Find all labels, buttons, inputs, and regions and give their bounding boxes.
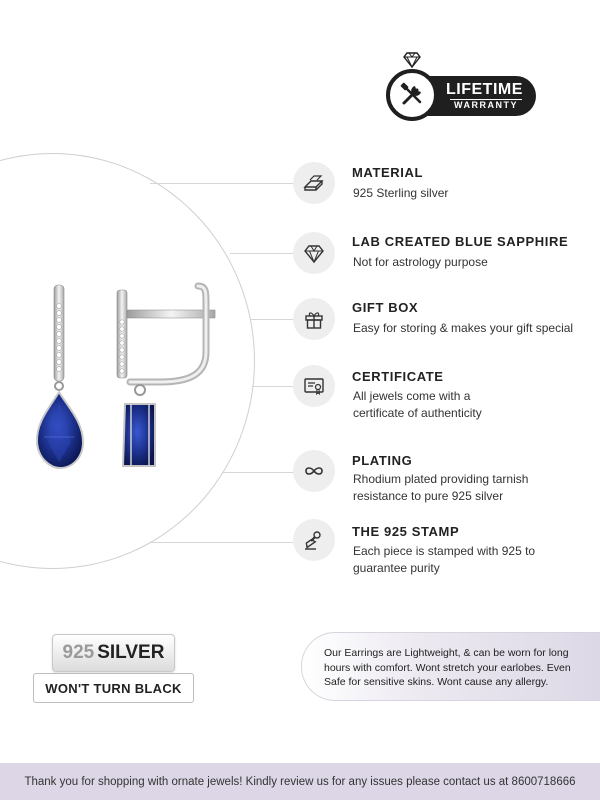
silver-number: 925	[62, 642, 95, 663]
feature-desc-stamp: Each piece is stamped with 925 to guarantee purity	[353, 544, 536, 575]
connector-line	[250, 319, 293, 320]
comfort-info-text: Our Earrings are Lightweight, & can be worn for long hours with comfort. Wont stretch your earlobes. Even Safe for sensitive skins. Wont cause any allergy.	[301, 632, 600, 701]
earrings-image	[30, 282, 230, 477]
feature-title-gift-box: GIFT BOX	[352, 300, 419, 315]
feature-desc-certificate: All jewels come with a certificate of authenticity	[353, 389, 482, 420]
feature-title-plating: PLATING	[352, 453, 413, 468]
gift-icon	[293, 298, 335, 340]
connector-line	[150, 542, 293, 543]
lifetime-warranty-badge	[386, 52, 538, 122]
gem-icon	[293, 232, 335, 274]
warranty-seal	[386, 69, 438, 121]
feature-title-sapphire: LAB CREATED BLUE SAPPHIRE	[352, 234, 569, 249]
silver-bar-icon	[293, 162, 335, 204]
feature-desc-plating: Rhodium plated providing tarnish resistance to pure 925 silver	[353, 472, 529, 503]
feature-title-certificate: CERTIFICATE	[352, 369, 444, 384]
connector-line	[222, 472, 293, 473]
warranty-line2: WARRANTY	[450, 99, 522, 111]
feature-title-stamp: THE 925 STAMP	[352, 524, 460, 539]
silver-925-label	[52, 634, 175, 672]
feature-desc-sapphire: Not for astrology purpose	[353, 255, 488, 269]
warranty-line1: LIFETIME	[446, 81, 523, 98]
silver-word: SILVER	[97, 642, 165, 663]
diamond-icon	[403, 52, 421, 68]
wont-turn-black-label: WON'T TURN BLACK	[33, 673, 194, 703]
feature-desc-material: 925 Sterling silver	[353, 186, 449, 200]
feature-desc-gift-box: Easy for storing & makes your gift special	[353, 321, 574, 335]
connector-line	[230, 253, 293, 254]
tools-icon	[397, 80, 427, 110]
footer-message: Thank you for shopping with ornate jewels! Kindly review us for any issues please contact us at 8600718666	[0, 763, 600, 800]
feature-title-material: MATERIAL	[352, 165, 423, 180]
connector-line	[150, 183, 293, 184]
infinity-icon	[293, 450, 335, 492]
connector-line	[252, 386, 293, 387]
certificate-icon	[293, 365, 335, 407]
stamp-icon	[293, 519, 335, 561]
